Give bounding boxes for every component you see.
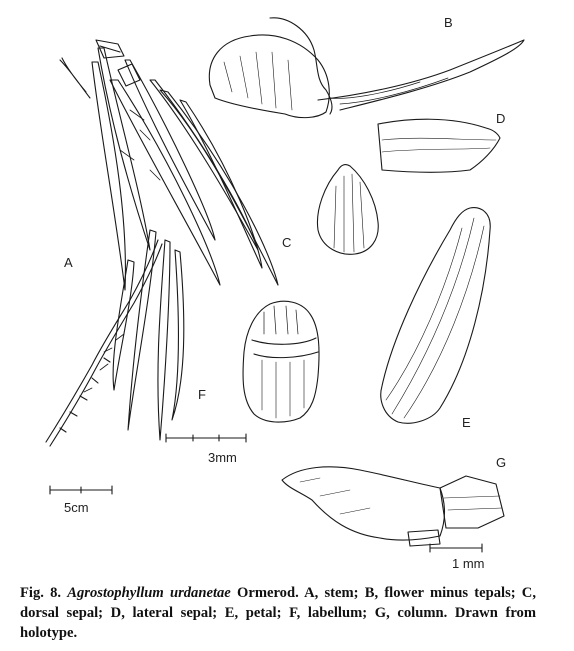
caption-fig-label: Fig. 8.: [20, 585, 62, 601]
caption-species: Agrostophyllum urdanetae: [67, 585, 231, 601]
panel-label-b: B: [444, 15, 453, 30]
panel-label-a: A: [64, 255, 73, 270]
caption-body: A, stem; B, flower minus tepals; C, dorsal sepal; D, lateral sepal; E, petal; F, labellum; G, column. Drawn from holotype.: [20, 585, 536, 641]
column-drawing-g: [282, 467, 504, 546]
lateral-sepal-drawing-d: [378, 119, 500, 172]
scale-bar-stem: [50, 486, 112, 494]
panel-label-e: E: [462, 415, 471, 430]
scale-label-stem: 5cm: [64, 500, 89, 515]
panel-label-c: C: [282, 235, 292, 250]
panel-label-g: G: [496, 455, 507, 470]
scale-label-column: 1 mm: [452, 556, 485, 571]
panel-label-d: D: [496, 111, 506, 126]
panel-label-f: F: [198, 387, 206, 402]
labellum-drawing-f: [243, 301, 319, 422]
caption-author: Ormerod.: [236, 585, 299, 601]
figure-caption: [20, 583, 536, 643]
flower-drawing-b: [209, 15, 524, 118]
scale-label-flower-parts: 3mm: [208, 450, 237, 465]
scale-bar-column: [430, 544, 482, 552]
scale-bar-flower-parts: [166, 434, 246, 442]
dorsal-sepal-drawing-c: [317, 165, 378, 255]
petal-drawing-e: [381, 208, 490, 424]
